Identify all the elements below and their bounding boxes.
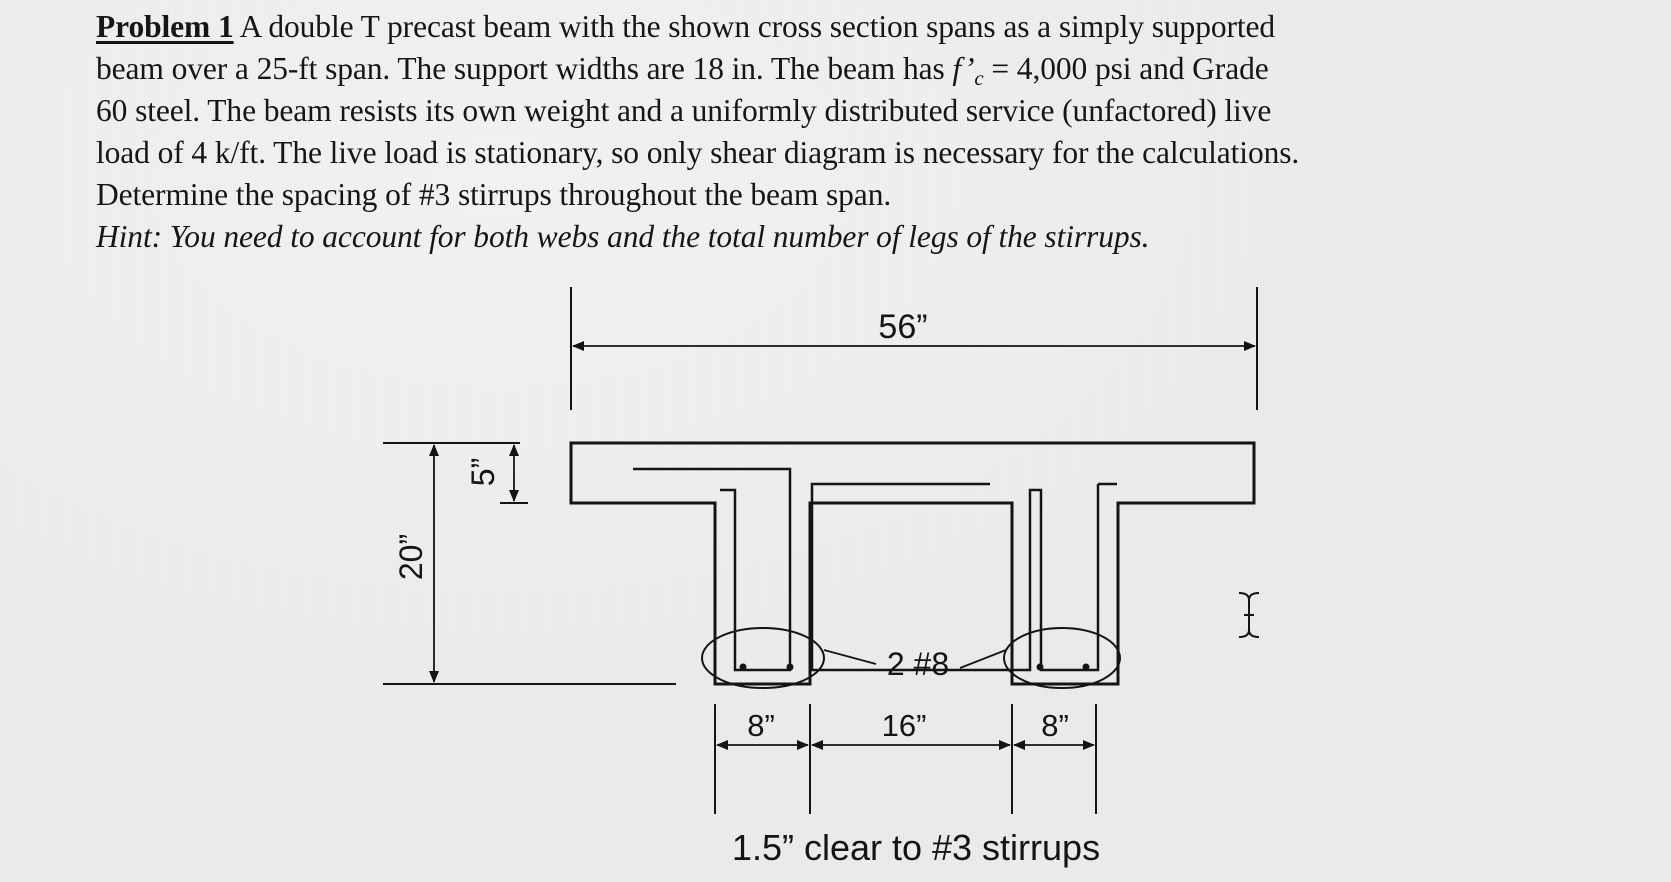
web-width-left-label: 8” xyxy=(747,708,775,743)
rebar-dot xyxy=(740,664,747,671)
right-web-bars-ellipse xyxy=(1004,628,1120,688)
total-depth-dimension xyxy=(383,443,676,684)
web-width-right-label: 8” xyxy=(1041,708,1069,743)
hint-text: Hint: You need to account for both webs and the total number of legs of the stirrups. xyxy=(96,219,1150,254)
web-spacing-label: 16” xyxy=(881,708,927,743)
bars-callout xyxy=(824,646,1006,682)
fc-symbol: f’ xyxy=(952,51,975,86)
bottom-width-dimensions xyxy=(715,704,1096,814)
figure-caption: 1.5” clear to #3 stirrups xyxy=(731,827,1101,868)
problem-line-3: 60 steel. The beam resists its own weight and a uniformly distributed service (unfactored) live xyxy=(96,93,1272,128)
flange-depth-dimension xyxy=(465,445,528,503)
rebar-dot xyxy=(787,664,794,671)
fc-subscript: c xyxy=(974,66,984,90)
flange-depth-label: 5” xyxy=(465,457,501,487)
problem-line-5: Determine the spacing of #3 stirrups throughout the beam span. xyxy=(96,177,892,212)
top-width-label: 56” xyxy=(878,308,928,346)
problem-line-2-pre: beam over a 25-ft span. The support widths are 18 in. The beam has xyxy=(96,51,953,86)
left-web-bars-ellipse xyxy=(702,628,824,688)
bars-label: 2 #8 xyxy=(886,646,950,682)
problem-line-2-post: = 4,000 psi and Grade xyxy=(983,51,1269,86)
rebar-dot xyxy=(1083,664,1090,671)
problem-title: Problem 1 xyxy=(96,9,234,44)
stirrup-outline xyxy=(633,469,790,670)
rebar-dot xyxy=(1037,664,1044,671)
text-cursor-icon xyxy=(1236,590,1262,640)
top-width-dimension xyxy=(571,287,1257,410)
problem-line-4: load of 4 k/ft. The live load is stationary, so only shear diagram is necessary for the calculations. xyxy=(96,135,1300,170)
total-depth-label: 20” xyxy=(393,533,429,581)
problem-line-1-text: A double T precast beam with the shown cross section spans as a simply supported xyxy=(233,9,1276,44)
